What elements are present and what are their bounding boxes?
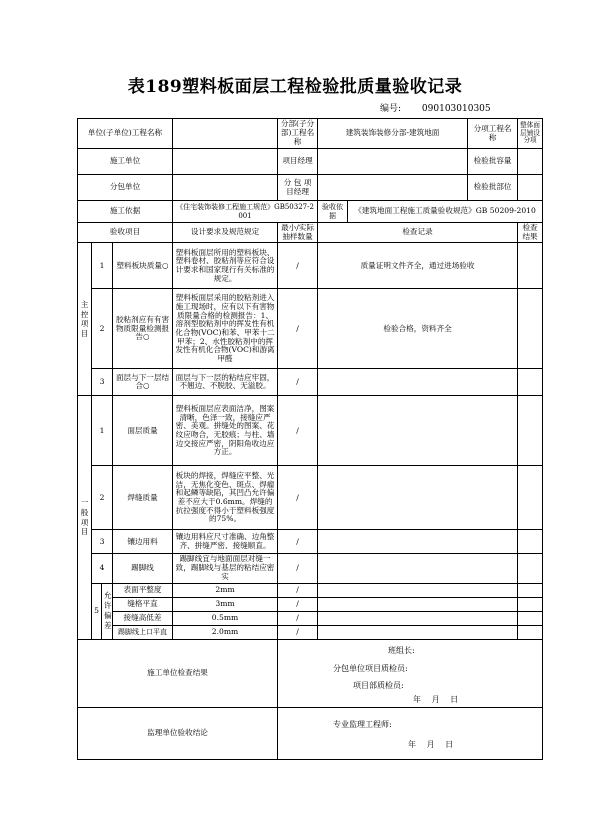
tolerance-value: 3mm (173, 597, 278, 611)
general-item-req: 镶边用料应尺寸准确、边角整齐、拼缝严密、接缝顺直。 (173, 530, 278, 554)
main-item-result[interactable] (518, 369, 543, 396)
general-item-name: 镶边用料 (113, 530, 173, 554)
main-item-no: 2 (92, 289, 113, 369)
general-item-result[interactable] (518, 554, 543, 583)
tolerance-record[interactable] (318, 597, 518, 611)
dept-inspector-label: 项目部质检员: (353, 680, 404, 690)
acceptance-basis-label: 验收依据 (318, 201, 348, 223)
doc-number-label: 编号: (380, 104, 402, 114)
general-item-no: 1 (92, 396, 113, 466)
main-item-no: 1 (92, 243, 113, 289)
batch-part-value[interactable] (518, 175, 543, 201)
general-item-req: 塑料板面层应表面洁净，图案清晰，色泽一致，接缝应严密、美观。拼缝处的图案、花纹应吻合，无胶痕；与柱、墙边交接应严密，阴阳角收边应方正。 (173, 396, 278, 466)
supervision-check-label: 监理单位验收结论 (78, 707, 278, 759)
main-item-req: 塑料板面层所用的塑料板块、塑料卷材、胶粘剂等应符合设计要求和国家现行有关标准的规定。 (173, 243, 278, 289)
subcontractor-value[interactable] (173, 175, 278, 201)
general-item-no: 4 (92, 554, 113, 583)
tolerance-sample[interactable]: / (278, 597, 318, 611)
batch-part-label: 检验批部位 (468, 175, 518, 201)
inspection-form (77, 118, 543, 760)
sub-pm-label: 分 包 项目经理 (278, 175, 318, 201)
general-item-record[interactable] (318, 530, 518, 554)
main-item-name: 面层与下一层结合○ (113, 369, 173, 396)
sub-inspector-label: 分包单位项目质检员: (333, 663, 408, 673)
sub-project-value[interactable]: 整体面层铺设分项 (518, 119, 543, 149)
main-item-record[interactable]: 检验合格，资料齐全 (318, 289, 518, 369)
construction-date-label: 年 月 日 (413, 694, 459, 704)
tolerance-name: 缝格平直 (113, 597, 173, 611)
main-item-result[interactable] (518, 289, 543, 369)
part-project-label: 分部(子分部)工程名称 (278, 119, 318, 149)
tolerance-result[interactable] (518, 597, 543, 611)
page-title: 表189塑料板面层工程检验批质量验收记录 (127, 77, 463, 97)
main-item-sample[interactable]: / (278, 369, 318, 396)
tolerance-name: 表面平整度 (113, 583, 173, 597)
construction-check-area[interactable] (278, 639, 543, 707)
col-record: 检查记录 (318, 223, 518, 243)
sub-project-label: 分项工程名称 (468, 119, 518, 149)
supervision-check-area[interactable] (278, 707, 543, 759)
construction-check-label: 施工单位检查结果 (78, 639, 278, 707)
main-item-sample[interactable]: / (278, 243, 318, 289)
tolerance-no: 5 (92, 583, 102, 639)
general-item-result[interactable] (518, 396, 543, 466)
batch-capacity-value[interactable] (518, 149, 543, 175)
tolerance-name: 接缝高低差 (113, 611, 173, 625)
doc-number-value: 090103010305 (421, 104, 491, 114)
tolerance-name: 踢脚线上口平直 (113, 625, 173, 639)
general-item-no: 3 (92, 530, 113, 554)
tolerance-value: 0.5mm (173, 611, 278, 625)
batch-capacity-label: 检验批容量 (468, 149, 518, 175)
general-item-req: 踢脚线宜与地面面层对缝一致，踢脚线与基层的粘结应密实 (173, 554, 278, 583)
main-item-req: 面层与下一层的粘结应牢固，不翘边、不脱胶、无溢胶。 (173, 369, 278, 396)
general-item-record[interactable] (318, 396, 518, 466)
general-item-no: 2 (92, 466, 113, 530)
main-item-sample[interactable]: / (278, 289, 318, 369)
doc-number (380, 101, 491, 114)
supervision-engineer-label: 专业监理工程师: (333, 719, 392, 729)
tolerance-record[interactable] (318, 583, 518, 597)
basis-label: 施工依据 (78, 201, 173, 223)
main-group-label: 主控项目 (78, 243, 92, 396)
main-item-name: 胶粘剂应有有害物质限量检测报告○ (113, 289, 173, 369)
pm-value[interactable] (318, 149, 468, 175)
tolerance-result[interactable] (518, 625, 543, 639)
general-item-sample[interactable]: / (278, 530, 318, 554)
tolerance-record[interactable] (318, 625, 518, 639)
general-item-name: 焊缝质量 (113, 466, 173, 530)
col-item: 验收项目 (78, 223, 173, 243)
col-requirement: 设计要求及规范规定 (173, 223, 278, 243)
main-item-record[interactable] (318, 369, 518, 396)
pm-label: 项目经理 (278, 149, 318, 175)
general-group-label: 一般项目 (78, 396, 92, 639)
tolerance-sample[interactable]: / (278, 625, 318, 639)
sub-pm-value[interactable] (318, 175, 468, 201)
general-item-req: 板块的焊接，焊缝应平整、光洁，无焦化变色、斑点、焊瘤和起鳞等缺陷，其凹凸允许偏差不应大于0.6mm。焊缝的抗拉强度不得小于塑料板强度的75%。 (173, 466, 278, 530)
team-leader-label: 班组长: (388, 645, 415, 655)
main-item-name: 塑料板块质量○ (113, 243, 173, 289)
tolerance-value: 2mm (173, 583, 278, 597)
main-item-req: 塑料板面层采用的胶粘剂进入施工现场时，应有以下有害物质限量合格的检测报告：1、溶剂型胶粘剂中的挥发性有机化合物(VOC)和苯、甲苯十二甲苯；2、水性胶粘剂中的挥发性有机化合物(VOC)和游离甲醛 (173, 289, 278, 369)
contractor-label: 施工单位 (78, 149, 173, 175)
general-item-name: 面层质量 (113, 396, 173, 466)
col-result: 检查结果 (518, 223, 543, 243)
main-item-result[interactable] (518, 243, 543, 289)
tolerance-value: 2.0mm (173, 625, 278, 639)
general-item-result[interactable] (518, 530, 543, 554)
tolerance-label: 允许偏差 (102, 583, 113, 639)
unit-project-value[interactable] (173, 119, 278, 149)
main-item-no: 3 (92, 369, 113, 396)
col-min-sample: 最小/实际抽样数量 (278, 223, 318, 243)
subcontractor-label: 分包单位 (78, 175, 173, 201)
tolerance-sample[interactable]: / (278, 611, 318, 625)
main-item-record[interactable]: 质量证明文件齐全，通过进场验收 (318, 243, 518, 289)
acceptance-basis-value: 《建筑地面工程施工质量验收规范》GB 50209-2010 (348, 201, 543, 223)
general-item-record[interactable] (318, 554, 518, 583)
tolerance-record[interactable] (318, 611, 518, 625)
supervision-date-label: 年 月 日 (408, 739, 454, 749)
general-item-sample[interactable]: / (278, 554, 318, 583)
general-item-sample[interactable]: / (278, 466, 318, 530)
tolerance-result[interactable] (518, 583, 543, 597)
contractor-value[interactable] (173, 149, 278, 175)
general-item-sample[interactable]: / (278, 396, 318, 466)
tolerance-sample[interactable]: / (278, 583, 318, 597)
general-item-name: 踢脚线 (113, 554, 173, 583)
general-item-record[interactable] (318, 466, 518, 530)
tolerance-result[interactable] (518, 611, 543, 625)
basis-value: 《住宅装饰装修工程施工规范》GB50327-2001 (173, 201, 318, 223)
unit-project-label: 单位(子单位)工程名称 (78, 119, 173, 149)
general-item-result[interactable] (518, 466, 543, 530)
part-project-value[interactable]: 建筑装饰装修分部-建筑地面 (318, 119, 468, 149)
